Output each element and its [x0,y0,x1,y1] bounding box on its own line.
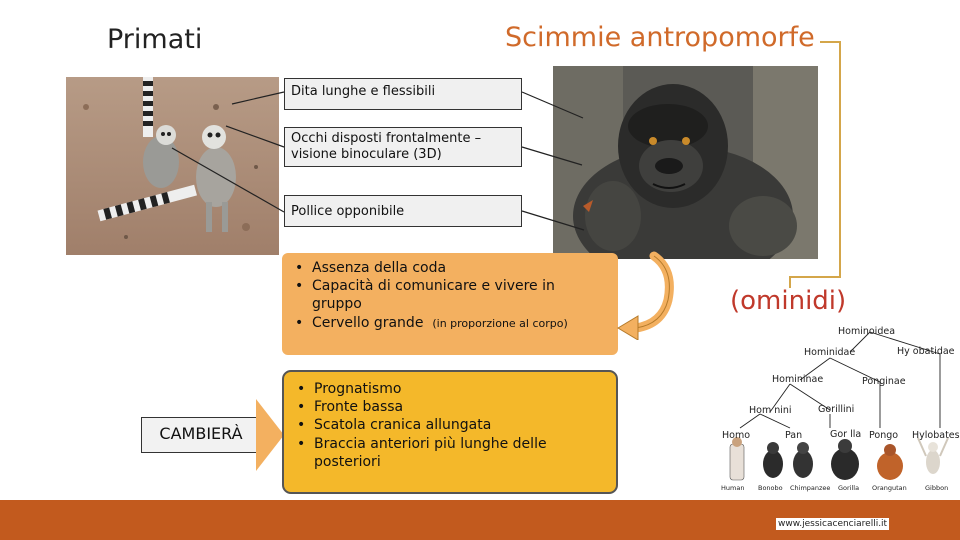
tree-hylobates: Hylobates [912,430,960,441]
tree-pan: Pan [785,430,803,441]
title-scimmie-antropomorfe: Scimmie antropomorfe [505,22,815,53]
change-item: • Scatola cranica allungata [292,416,606,434]
cambiera-text: CAMBIERÀ [159,424,243,443]
species-gorilla: Gorilla [838,484,860,492]
change-item: • Fronte bassa [292,398,606,416]
footer-url: www.jessicacenciarelli.it [778,519,888,529]
tree-hominidae: Hominidae [804,347,856,358]
trait-pollice [284,195,522,227]
change-item: • Prognatismo [292,380,606,398]
feature-item: • Assenza della coda [290,259,608,277]
tree-hylobatidae: Hy obatidae [897,346,955,357]
feature-item: • Capacità di comunicare e vivere in gruppo [290,277,608,313]
trait-dita-text: Dita lunghe e flessibili [291,84,436,99]
curved-arrow-icon [616,250,676,340]
trait-pollice-text: Pollice opponibile [291,204,405,219]
feature-note: (in proporzione al corpo) [432,316,568,330]
species-human: Human [721,484,745,492]
change-features-box [282,370,618,494]
feature-item [290,314,608,332]
apes-features-box [282,253,618,355]
tree-hominoidea: Hominoidea [838,326,896,337]
title-primati: Primati [107,24,203,55]
species-chimpanzee: Chimpanzee [790,484,831,492]
trait-dita [284,78,522,110]
tree-gorilla: Gor lla [830,429,862,440]
trait-occhi-text: Occhi disposti frontalmente – visione binoculare (3D) [291,131,482,163]
tree-pongo: Pongo [869,430,899,441]
species-orangutan: Orangutan [872,484,907,492]
change-item: • Braccia anteriori più lunghe delle posteriori [292,435,606,471]
ominidi-label: (ominidi) [730,286,847,316]
species-bonobo: Bonobo [758,484,783,492]
tree-ponginae: Ponginae [862,376,906,387]
species-gibbon: Gibbon [925,484,949,492]
cambiera-label [141,417,261,453]
tree-homininae: Homininae [772,374,824,385]
tree-hominini: Hom nini [749,405,792,416]
feature-item-text: Cervello grande [312,314,424,331]
trait-occhi [284,127,522,167]
tree-homo: Homo [722,430,751,441]
tree-gorillini: Gorillini [818,404,855,415]
